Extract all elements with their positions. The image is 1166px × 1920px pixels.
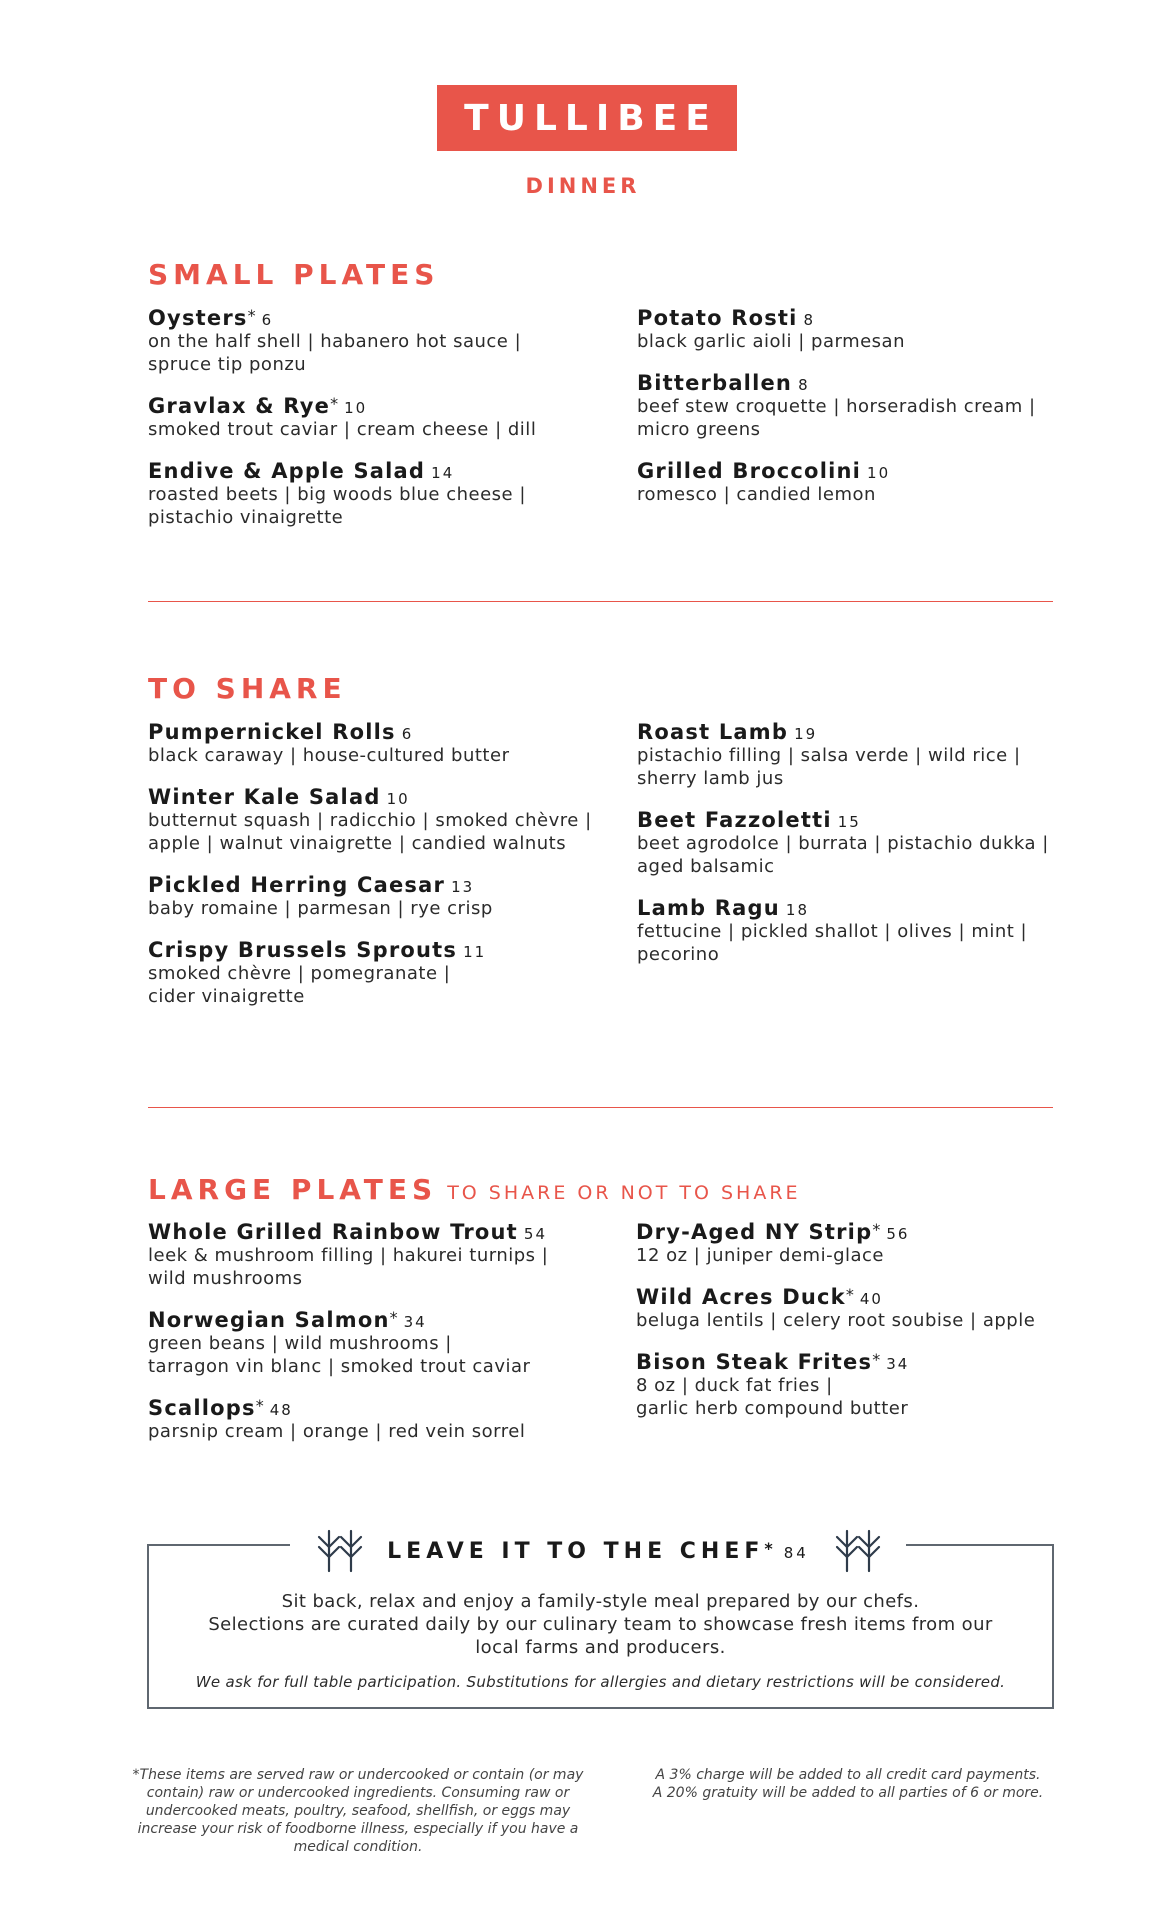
menu-item-description: beluga lentils | celery root soubise | apple <box>636 1310 1036 1331</box>
menu-item-name: Beet Fazzoletti <box>637 808 832 832</box>
menu-item <box>148 306 598 376</box>
menu-item-header <box>637 306 1087 330</box>
small-plates-right-column <box>637 306 1087 524</box>
menu-item <box>148 394 598 441</box>
menu-item-price: 15 <box>837 813 861 831</box>
menu-item-description: black caraway | house-cultured butter <box>148 745 510 766</box>
menu-item-header <box>148 394 598 418</box>
menu-item-name: Roast Lamb <box>637 720 789 744</box>
menu-item-description: green beans | wild mushrooms | <box>148 1333 452 1354</box>
menu-item-price: 10 <box>344 399 368 417</box>
menu-item-price: 11 <box>463 943 487 961</box>
large-plates-right-column <box>636 1220 1086 1438</box>
section-divider <box>148 1107 1053 1108</box>
menu-item <box>148 1220 598 1290</box>
menu-item-header <box>148 1308 598 1332</box>
menu-item-price: 10 <box>386 790 410 808</box>
menu-item-description: pistachio filling | salsa verde | wild rice | <box>637 745 1021 766</box>
raw-item-asterisk: * <box>872 1350 881 1369</box>
to-share-left-column <box>148 720 598 1026</box>
menu-item-name: Winter Kale Salad <box>148 785 381 809</box>
menu-item-header <box>148 938 598 962</box>
raw-food-disclaimer: *These items are served raw or undercooked or contain (or may contain) raw or undercooked ingredients. Consuming raw or undercooked meats, poultry, seafood, shellfish, or eggs may increase your risk of foodborne illness, especially if you have a medical condition. <box>132 1767 584 1855</box>
brand-name: TULLIBEE <box>464 97 718 139</box>
chef-participation-note: We ask for full table participation. Substitutions for allergies and dietary restrictions will be considered. <box>195 1673 1006 1691</box>
menu-item-header <box>636 1220 1086 1244</box>
menu-item-price: 56 <box>886 1225 910 1243</box>
raw-item-asterisk: * <box>330 394 339 413</box>
section-subtitle-large-plates: TO SHARE OR NOT TO SHARE <box>447 1182 801 1204</box>
menu-subtitle: DINNER <box>525 174 641 198</box>
menu-item-price: 34 <box>403 1313 427 1331</box>
charges-note: A 3% charge will be added to all credit card payments. A 20% gratuity will be added to all parties of 6 or more. <box>652 1767 1044 1801</box>
menu-item <box>637 459 1087 506</box>
menu-item <box>637 306 1087 353</box>
menu-item-description: roasted beets | big woods blue cheese | <box>148 484 526 505</box>
menu-item-name: Potato Rosti <box>637 306 798 330</box>
menu-item-description: pecorino <box>637 944 720 965</box>
chef-description: Sit back, relax and enjoy a family-style meal prepared by our chefs. Selections are curated daily by our culinary team to showcase fresh items from our local farms and producers. <box>208 1591 993 1658</box>
brand-logo-banner <box>437 85 737 151</box>
raw-item-asterisk: * <box>255 1396 264 1415</box>
menu-item <box>636 1220 1086 1267</box>
raw-item-asterisk: * <box>872 1220 881 1239</box>
menu-item-name: Bison Steak Frites <box>636 1350 873 1374</box>
menu-item-header <box>636 1350 1086 1374</box>
menu-item-description: beef stew croquette | horseradish cream | <box>637 396 1036 417</box>
menu-item-header <box>637 720 1087 744</box>
menu-item-header <box>148 785 598 809</box>
menu-item-price: 54 <box>523 1225 548 1243</box>
menu-item-name: Gravlax & Rye <box>148 394 331 418</box>
menu-item-description: apple | walnut vinaigrette | candied walnuts <box>148 833 567 854</box>
menu-item-description: aged balsamic <box>637 856 775 877</box>
section-title-large-plates: LARGE PLATES TO SHARE OR NOT TO SHARE <box>148 1173 801 1206</box>
menu-item-description: fettucine | pickled shallot | olives | mint | <box>637 921 1028 942</box>
menu-item-header <box>148 306 598 330</box>
menu-item-description: spruce tip ponzu <box>148 354 307 375</box>
menu-item-description: romesco | candied lemon <box>637 484 876 505</box>
menu-item-header <box>637 371 1087 395</box>
menu-item <box>637 808 1087 878</box>
menu-item-description: beet agrodolce | burrata | pistachio dukka | <box>637 833 1049 854</box>
menu-item-description: black garlic aioli | parmesan <box>637 331 905 352</box>
menu-item-name: Dry-Aged NY Strip <box>636 1220 873 1244</box>
menu-item-name: Oysters <box>148 306 248 330</box>
menu-item-name: Pickled Herring Caesar <box>148 873 446 897</box>
menu-item-price: 14 <box>431 464 455 482</box>
menu-item-description: sherry lamb jus <box>637 768 784 789</box>
menu-item <box>148 459 598 529</box>
menu-item <box>148 873 598 920</box>
menu-item-description: micro greens <box>637 419 761 440</box>
menu-item-price: 6 <box>261 311 274 329</box>
menu-item-description: butternut squash | radicchio | smoked chèvre | <box>148 810 592 831</box>
menu-item-description: 8 oz | duck fat fries | <box>636 1375 833 1396</box>
menu-item-description: wild mushrooms <box>148 1268 303 1289</box>
section-title-small-plates: SMALL PLATES <box>148 258 440 291</box>
menu-item-description: smoked trout caviar | cream cheese | dill <box>148 419 537 440</box>
menu-item-description: baby romaine | parmesan | rye crisp <box>148 898 493 919</box>
menu-item-price: 8 <box>803 311 816 329</box>
menu-item-description: 12 oz | juniper demi-glace <box>636 1245 884 1266</box>
menu-item-header <box>637 808 1087 832</box>
menu-item-header <box>148 459 598 483</box>
menu-item <box>636 1350 1086 1420</box>
menu-item-price: 8 <box>798 376 810 394</box>
menu-item-name: Scallops <box>148 1396 256 1420</box>
raw-item-asterisk: * <box>247 306 256 325</box>
menu-item-name: Pumpernickel Rolls <box>148 720 396 744</box>
menu-item-price: 6 <box>401 725 414 743</box>
menu-item <box>148 720 598 767</box>
menu-item <box>637 371 1087 441</box>
menu-item-description: cider vinaigrette <box>148 986 305 1007</box>
section-title-to-share: TO SHARE <box>148 672 347 705</box>
menu-item-header <box>636 1285 1086 1309</box>
menu-item-name: Whole Grilled Rainbow Trout <box>148 1220 518 1244</box>
menu-item-price: 19 <box>794 725 818 743</box>
menu-item-price: 48 <box>269 1401 293 1419</box>
menu-item-name: Wild Acres Duck <box>636 1285 846 1309</box>
menu-item <box>148 785 598 855</box>
menu-item-header <box>148 1220 598 1244</box>
wheat-icon <box>831 1529 883 1573</box>
raw-item-asterisk: * <box>845 1285 854 1304</box>
menu-item <box>637 896 1087 966</box>
menu-item-name: Grilled Broccolini <box>637 459 862 483</box>
menu-item-description: parsnip cream | orange | red vein sorrel <box>148 1421 526 1442</box>
menu-item <box>637 720 1087 790</box>
large-plates-left-column <box>148 1220 598 1461</box>
chef-title: LEAVE IT TO THE CHEF* 84 <box>387 1538 809 1564</box>
menu-item-price: 10 <box>867 464 891 482</box>
menu-item-description: pistachio vinaigrette <box>148 507 344 528</box>
menu-item <box>148 1308 598 1378</box>
menu-item <box>636 1285 1086 1332</box>
menu-item-header <box>637 459 1087 483</box>
small-plates-left-column <box>148 306 598 547</box>
menu-item-price: 13 <box>451 878 475 896</box>
menu-item-header <box>148 720 598 744</box>
menu-item-price: 40 <box>859 1290 883 1308</box>
menu-item-price: 18 <box>785 901 809 919</box>
menu-item-name: Bitterballen <box>637 371 793 395</box>
menu-item-header <box>637 896 1087 920</box>
menu-item <box>148 938 598 1008</box>
section-divider <box>148 601 1053 602</box>
menu-item-description: leek & mushroom filling | hakurei turnips | <box>148 1245 549 1266</box>
menu-item-description: tarragon vin blanc | smoked trout caviar <box>148 1356 531 1377</box>
menu-item-name: Norwegian Salmon <box>148 1308 390 1332</box>
to-share-right-column <box>637 720 1087 984</box>
wheat-icon <box>313 1529 365 1573</box>
menu-item-description: smoked chèvre | pomegranate | <box>148 963 451 984</box>
menu-item-name: Lamb Ragu <box>637 896 780 920</box>
menu-item-header <box>148 1396 598 1420</box>
menu-item-description: on the half shell | habanero hot sauce | <box>148 331 522 352</box>
menu-item-description: garlic herb compound butter <box>636 1398 909 1419</box>
chef-price: 84 <box>783 1543 809 1562</box>
menu-item <box>148 1396 598 1443</box>
menu-item-header <box>148 873 598 897</box>
menu-item-price: 34 <box>886 1355 910 1373</box>
menu-item-name: Endive & Apple Salad <box>148 459 426 483</box>
raw-item-asterisk: * <box>389 1308 398 1327</box>
menu-item-name: Crispy Brussels Sprouts <box>148 938 458 962</box>
chef-title-row <box>290 1528 906 1574</box>
